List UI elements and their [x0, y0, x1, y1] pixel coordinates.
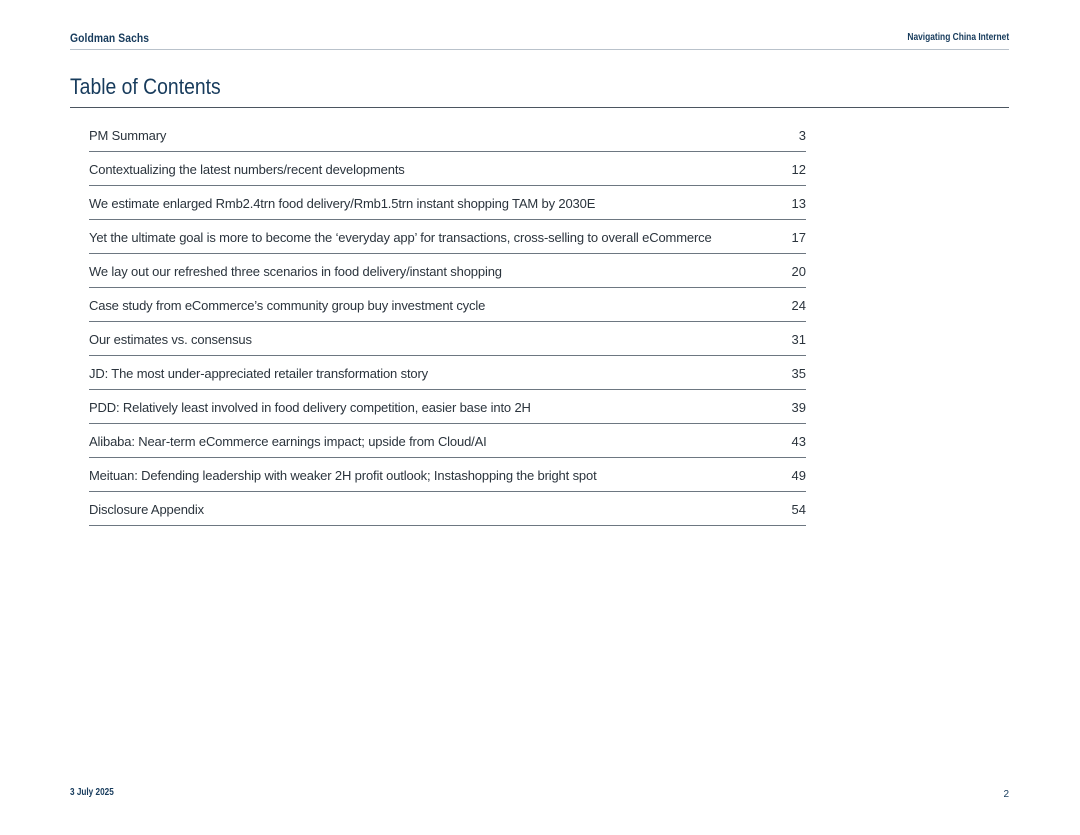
- toc-entry[interactable]: [89, 424, 806, 458]
- page-title: Table of Contents: [70, 74, 221, 99]
- toc-entry[interactable]: [89, 186, 806, 220]
- report-title: Navigating China Internet: [907, 32, 1009, 43]
- toc-entry[interactable]: [89, 288, 806, 322]
- toc-entry-page: 24: [791, 298, 806, 313]
- toc-entry-page: 13: [791, 196, 806, 211]
- footer-date: 3 July 2025: [70, 787, 114, 798]
- toc-entry-page: 20: [791, 264, 806, 279]
- toc-entry-page: 3: [798, 128, 806, 143]
- toc-entry-title: Yet the ultimate goal is more to become the ‘everyday app’ for transactions, cross-selling to overall eCommerce: [89, 230, 712, 245]
- toc-entry-page: 39: [791, 400, 806, 415]
- toc-entry[interactable]: [89, 458, 806, 492]
- toc-entry-title: Contextualizing the latest numbers/recent developments: [89, 162, 405, 177]
- toc-entry[interactable]: [89, 152, 806, 186]
- toc-entry-title: Our estimates vs. consensus: [89, 332, 252, 347]
- toc-entry-title: Alibaba: Near-term eCommerce earnings impact; upside from Cloud/AI: [89, 434, 487, 449]
- toc-entry-title: We lay out our refreshed three scenarios in food delivery/instant shopping: [89, 264, 502, 279]
- toc-entry-title: Disclosure Appendix: [89, 502, 204, 517]
- footer-page-number: 2: [1003, 789, 1009, 800]
- toc-entry-page: 43: [791, 434, 806, 449]
- toc-entry[interactable]: [89, 356, 806, 390]
- toc-entry[interactable]: [89, 254, 806, 288]
- toc-entry[interactable]: [89, 390, 806, 424]
- page-header: [70, 28, 1009, 50]
- toc-entry-page: 17: [791, 230, 806, 245]
- toc-entry[interactable]: [89, 220, 806, 254]
- toc-entry-page: 12: [791, 162, 806, 177]
- toc-entry-page: 31: [791, 332, 806, 347]
- toc-entry-title: We estimate enlarged Rmb2.4trn food delivery/Rmb1.5trn instant shopping TAM by 2030E: [89, 196, 596, 211]
- toc-entry-title: PDD: Relatively least involved in food delivery competition, easier base into 2H: [89, 400, 531, 415]
- toc-entry[interactable]: [89, 492, 806, 526]
- toc-entry-title: Case study from eCommerce’s community group buy investment cycle: [89, 298, 486, 313]
- toc-entry-page: 35: [791, 366, 806, 381]
- toc-entry-page: 54: [791, 502, 806, 517]
- toc-entry[interactable]: [89, 118, 806, 152]
- toc-entry-page: 49: [791, 468, 806, 483]
- toc-entry-title: PM Summary: [89, 128, 167, 143]
- brand-name: Goldman Sachs: [70, 31, 150, 45]
- table-of-contents: [89, 118, 806, 526]
- toc-entry[interactable]: [89, 322, 806, 356]
- toc-entry-title: JD: The most under-appreciated retailer transformation story: [89, 366, 429, 381]
- toc-entry-title: Meituan: Defending leadership with weaker 2H profit outlook; Instashopping the bright spot: [89, 468, 597, 483]
- heading-divider: [70, 107, 1009, 108]
